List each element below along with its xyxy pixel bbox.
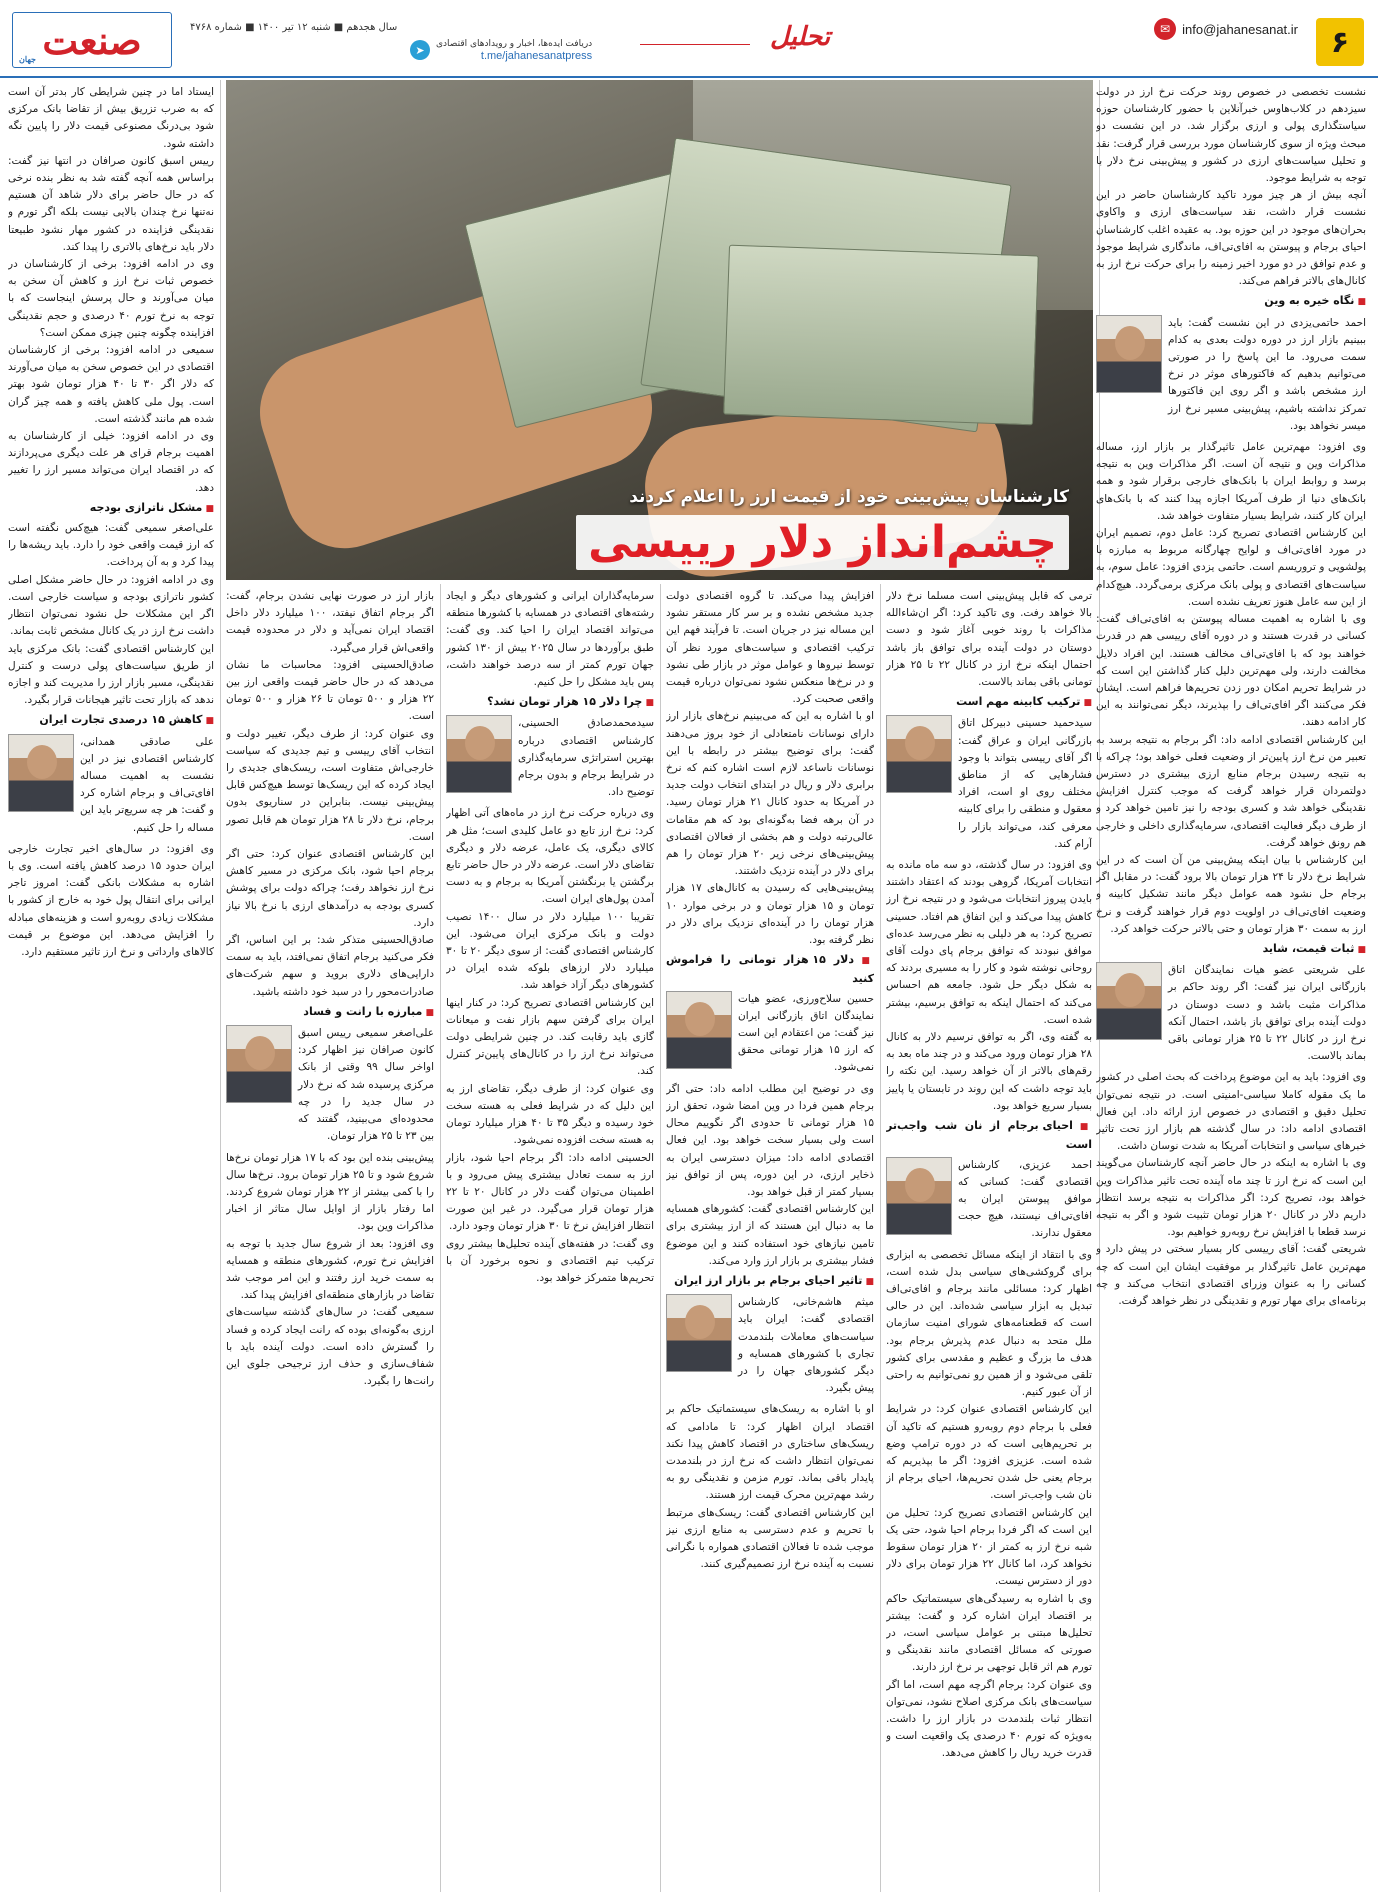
paragraph: افزایش پیدا می‌کند. تا گروه اقتصادی دولت جدید مشخص نشده و بر سر کار مستقر نشود این مساله نیز در جریان است. تا فرآیند فهم این ترکیب اقتصادی و سیاست‌های مورد نظر آن توسط نیروها و عوامل موثر در بازار طی نشود و در نرخ‌ها منعکس نشود نمی‌توان درباره قیمت واقعی صحبت کرد. [666, 590, 874, 706]
paragraph: صادق‌الحسینی افزود: محاسبات ما نشان می‌دهد که در حال حاضر قیمت واقعی ارز بین ۲۲ هزار و ۵۰۰ تومان تا ۲۶ هزار و ۵۰۰ تومان است. [226, 658, 434, 723]
paragraph: این کارشناس اقتصادی تصریح کرد: در کنار اینها ایران برای گرفتن سهم بازار نفت و میعانات گازی باید رقابت کند. در چنین شرایطی دولت می‌تواند نرخ ارز را در کانال‌های پایین‌تر کنترل کند. [446, 996, 654, 1078]
quote-block [886, 1157, 1092, 1243]
column-divider [220, 80, 221, 1892]
headline-title: چشم‌انداز دلار رییسی [576, 515, 1069, 570]
paragraph: وی عنوان کرد: از طرف دیگر، تقاضای ارز به این دلیل که در شرایط فعلی به هسته سخت خود رسیده و دیگر ۳۵ تا ۴۰ هزار میلیارد تومان به هسته سخت افزوده نمی‌شود. [446, 1082, 654, 1147]
paragraph: این کارشناس اقتصادی تصریح کرد: تحلیل من این است که اگر فردا برجام احیا شود، حتی یک شبه نرخ ارز به کمتر از ۲۰ هزار تومان سقوط نخواهد کرد، اما کانال ۲۲ هزار تومان برای دلار دور از دسترس نیست. [886, 1506, 1092, 1588]
subheading: ■ ثبات قیمت، شاید [1096, 940, 1366, 959]
paragraph: سمیعی در ادامه افزود: برخی از کارشناسان اقتصادی در این خصوص سخن به میان می‌آورند که دلار اگر ۳۰ تا ۴۰ هزار تومان شود بهتر است. پول ملی کاهش یافته و همه چیز گران شده هم مانند گذشته است. [8, 344, 214, 425]
email-text[interactable]: info@jahanesanat.ir [1182, 21, 1298, 37]
paragraph: شریعتی گفت: آقای رییسی کار بسیار سختی در پیش دارد و مهم‌ترین عامل تاثیرگذار بر موفقیت ایشان این است که چه کسانی را به عنوان وزرای اقتصادی انتخاب می‌کند و چه برنامه‌ای برای مهار تورم و نقدینگی در نظر خواهد گرفت. [1096, 1243, 1366, 1308]
quote-text: سیدحمید حسینی دبیرکل اتاق بازرگانی ایران و عراق گفت: اگر آقای رییسی بتواند با وجود فشارهایی که از مناطق مختلف روی او است، افراد معقول و منطقی را برای کابینه معرفی کند، می‌تواند بازار را آرام کند. [958, 717, 1092, 850]
paragraph: وی افزود: در سال گذشته، دو سه ماه مانده به انتخابات آمریکا، گروهی بودند که اعتقاد داشتند بایدن پیروز انتخابات می‌شود و در نتیجه نرخ ارز کاهش پیدا می‌کند و این اتفاق هم افتاد. حسینی تصریح کرد: به هر دلیلی به نظر می‌رسد عده‌ای موافق نبودند که توافق برجام پای دولت آقای روحانی نوشته شود و کار را به مسیری بردند که به شکل دیگر حل شود. جامعه هم احساس می‌کند که احتمال اینکه به توافق برسیم، بیشتر شده است. [886, 859, 1092, 1026]
paragraph: این کارشناس اقتصادی عنوان کرد: حتی اگر برجام احیا شود، بانک مرکزی در مسیر کاهش نرخ ارز نخواهد رفت؛ چراکه دولت برای پوشش کسری بودجه به درآمدهای ارزی با نرخ بالا نیاز دارد. [226, 848, 434, 929]
logo-subtext: جهان [19, 54, 36, 64]
avatar [1096, 315, 1162, 393]
paragraph: سمیعی گفت: در سال‌های گذشته سیاست‌های ارزی به‌گونه‌ای بوده که رانت ایجاد کرده و فساد را گسترش داده است. دولت آینده باید با شفاف‌سازی و حذف ارز ترجیحی جلوی این رانت‌ها را بگیرد. [226, 1306, 434, 1388]
paragraph: وی با اشاره به اینکه در حال حاضر آنچه کارشناسان می‌گویند این است که نرخ ارز تا چند ماه آینده تحت تاثیر مذاکرات وین خواهد بود، تصریح کرد: اگر مذاکرات به نتیجه برسد انتظار داریم دلار در کانال ۲۰ هزار تومان تثبیت شود و اگر به نتیجه نرسد قطعا با افزایش نرخ روبه‌رو خواهیم بود. [1096, 1157, 1366, 1239]
subheading: ■ تاثیر احیای برجام بر بازار ارز ایران [666, 1272, 874, 1291]
avatar [886, 1157, 952, 1235]
subheading: ■ ترکیب کابینه مهم است [886, 693, 1092, 712]
paragraph: او با اشاره به ریسک‌های سیستماتیک حاکم بر اقتصاد ایران اظهار کرد: تا مادامی که ریسک‌های ساختاری در اقتصاد کاهش پیدا نکند نمی‌توان انتظار داشت که نرخ ارز در بلندمدت پایدار باقی بماند. تورم مزمن و نقدینگی رو به رشد مهم‌ترین محرک قیمت ارز هستند. [666, 1403, 874, 1502]
subheading: ■ چرا دلار ۱۵ هزار تومان نشد؟ [446, 693, 654, 712]
article-column-center-left [446, 588, 654, 1892]
paragraph: علی‌اصغر سمیعی گفت: هیچ‌کس نگفته است که ارز قیمت واقعی خود را دارد. باید ریشه‌ها را پیدا کرد و به آن پرداخت. [8, 522, 214, 569]
quote-block [8, 734, 214, 837]
subheading: ■ دلار ۱۵ هزار تومانی را فراموش کنید [666, 951, 874, 987]
paragraph: وی با اشاره به اهمیت مساله پیوستن به افای‌تی‌اف گفت: کسانی در قدرت هستند و در دوره آقای رییسی هم در قدرت خواهند بود که با افای‌تی‌اف مخالف هستند. این افراد دلایل مخالفت دارند، ولی مهم‌ترین دلیل کنار گذاشتن این است که در شرایط تحریم امکان دور زدن تحریم‌ها فراهم است. ایشان فکر می‌کنند اگر افای‌تی‌اف را بپذیرند، دیگر نمی‌توانند به این کار ادامه دهند. [1096, 613, 1366, 729]
paragraph: ترمی که قابل پیش‌بینی است مسلما نرخ دلار بالا خواهد رفت. وی تاکید کرد: اگر ان‌شاءالله مذاکرات با روند خوبی آغاز شود و دست دوستان در دولت آینده برای توافق باز باشد احتمال اینکه نرخ ارز در کانال ۲۲ تا ۲۵ هزار تومانی باقی بماند بالاست. [886, 590, 1092, 689]
headline-box [576, 487, 1069, 570]
subheading: ■ احیای برجام از نان شب واجب‌تر است [886, 1117, 1092, 1153]
subheading: ■ کاهش ۱۵ درصدی تجارت ایران [8, 711, 214, 730]
section-title: تحلیل [770, 22, 831, 52]
quote-text: علی صادقی همدانی، کارشناس اقتصادی نیز در این نشست به اهمیت مساله افای‌تی‌اف و برجام اشاره کرد و گفت: هر چه سریع‌تر باید این مساله را حل کنیم. [80, 735, 214, 834]
paragraph: وی درباره حرکت نرخ ارز در ماه‌های آتی اظهار کرد: نرخ ارز تابع دو عامل کلیدی است؛ مثل هر کالای دیگری، یک عامل، عرضه دلار و دیگری تقاضای دلار است. عرضه دلار در حال حاضر تابع برگشتن یا برنگشتن آمریکا به برجام و به دست آمدن پول‌های ایران است. [446, 807, 654, 906]
paragraph: به گفته وی، اگر به توافق نرسیم دلار به کانال ۲۸ هزار تومان ورود می‌کند و در چند ماه بعد به رقم‌های بالاتر از آن خواهد رسید. این نکته را باید توجه داشت که این روند در تابستان یا پاییز بسیار سریع خواهد بود. [886, 1031, 1092, 1112]
quote-block [666, 991, 874, 1077]
mail-icon: ✉ [1154, 18, 1176, 40]
paragraph: وی در ادامه افزود: برخی از کارشناسان در خصوص ثبات نرخ ارز و کاهش آن سخن به میان می‌آورند و حال پرسش اینجاست که با توجه به نرخ تورم ۴۰ درصدی و حجم نقدینگی افزاینده چگونه چنین چیزی ممکن است؟ [8, 258, 214, 339]
section-rule [640, 44, 750, 45]
avatar [226, 1025, 292, 1103]
paragraph: صادق‌الحسینی متذکر شد: بر این اساس، اگر فکر می‌کنید برجام اتفاق نمی‌افتد، باید به سمت دارایی‌های دلاری بروید و سهم شرکت‌های صادرات‌محور را در سبد خود داشته باشید. [226, 934, 434, 998]
paragraph: وی با اشاره به رسیدگی‌های سیستماتیک حاکم بر اقتصاد ایران اشاره کرد و گفت: بیشتر تحلیل‌ها مبتنی بر عوامل سیاسی است، در صورتی که مسائل اقتصادی مانند نقدینگی و تورم هم اثر قابل توجهی بر نرخ ارز دارند. [886, 1592, 1092, 1674]
paragraph: وی افزود: در سال‌های اخیر تجارت خارجی ایران حدود ۱۵ درصد کاهش یافته است. وی با اشاره به مشکلات بانکی گفت: امروز تاجر ایرانی برای انتقال پول خود به خارج از کشور با مشکلات زیادی روبه‌رو است و هزینه‌های مبادله را افزایش می‌دهد. این موضوع بر قیمت کالاهای وارداتی و نرخ ارز تاثیر مستقیم دارد. [8, 842, 214, 958]
paragraph: وی افزود: باید به این موضوع پرداخت که بحث اصلی در کشور ما یک مقوله کاملا سیاسی-امنیتی است. در نتیجه نمی‌توان تحلیل دقیق و اقتصادی در خصوص ارز ارائه داد. این فعال اقتصادی ادامه داد: در سال گذشته هم بازار ارز تحت تاثیر خبرهای سیاسی و انتخابات آمریکا به شدت نوسان داشت. [1096, 1071, 1366, 1153]
quote-text: علی شریعتی عضو هیات نمایندگان اتاق بازرگانی ایران نیز گفت: اگر روند حاکم بر مذاکرات مثبت باشد و دست دوستان در دولت آینده برای توافق باز باشد، احتمال آنکه نرخ ارز در کانال ۲۲ تا ۲۵ هزار تومانی باقی بماند بالاست. [1168, 964, 1366, 1063]
page-header [0, 0, 1378, 78]
quote-block [1096, 315, 1366, 435]
quote-text: احمد عزیزی، کارشناس اقتصادی گفت: کسانی که موافق پیوستن ایران به افای‌تی‌اف نیستند، هیچ حجت معقول ندارند. [958, 1158, 1092, 1240]
paragraph: تقریبا ۱۰۰ میلیارد دلار در سال ۱۴۰۰ نصیب دولت و بانک مرکزی ایران می‌شود. این کارشناس اقتصادی گفت: از سوی دیگر ۲۰ تا ۳۰ میلیارد دلار ارزهای بلوکه شده ایران در کشورهای دیگر آزاد خواهد شد. [446, 910, 654, 992]
column-divider [880, 584, 881, 1892]
lead-photo-money-hands [226, 80, 1093, 580]
telegram-box [436, 38, 592, 62]
avatar [886, 715, 952, 793]
paragraph: پیش‌بینی‌هایی که رسیدن به کانال‌های ۱۷ هزار تومان و ۱۵ هزار تومان و در برخی موارد ۱۰ هزار تومان را در آینده‌ای نزدیک برای دلار در نظر گرفته بود. [666, 882, 874, 947]
paragraph: این کارشناس اقتصادی تصریح کرد: عامل دوم، تصمیم ایران در مورد افای‌تی‌اف و لوایح چهارگانه مربوط به مبارزه با پولشویی و تروریسم است. حاتمی یزدی افزود: عامل سوم، به سیاست‌های اقتصادی و پولی بانک مرکزی برمی‌گردد. هیچ‌کدام از این سه عامل هنوز تعریف نشده است. [1096, 527, 1366, 608]
paragraph: وی با انتقاد از اینکه مسائل تخصصی به ابزاری برای گروکشی‌های سیاسی بدل شده است، اظهار کرد: مسائلی مانند برجام و افای‌تی‌اف تبدیل به ابزار سیاسی شده‌اند. این در حالی است که قطعنامه‌های شورای امنیت سازمان ملل متحد به دنبال عدم پذیرش برجام بود. هدف ما بزرگ و عظیم و مقدسی برای کشور تلقی می‌شود و از همین رو نمی‌توانیم به راحتی از آن عبور کنیم. [886, 1248, 1092, 1399]
column-divider [440, 584, 441, 1892]
quote-text: سیدمحمدصادق الحسینی، کارشناس اقتصادی درباره بهترین استراتژی سرمایه‌گذاری در شرایط برجام و بدون برجام توضیح داد. [518, 717, 654, 799]
paragraph: وی در ادامه افزود: در حال حاضر مشکل اصلی کشور ناترازی بودجه و سیاست خارجی است. اگر این مشکلات حل نشود نمی‌توان انتظار داشت نرخ ارز در یک کانال مشخص ثابت بماند. [8, 573, 214, 638]
issue-info: سال هجدهم ■ شنبه ۱۲ تیر ۱۴۰۰ ■ شماره ۴۷۶۸ [190, 22, 398, 33]
telegram-link[interactable]: t.me/jahanesanatpress [480, 50, 593, 62]
paragraph: بازار ارز در صورت نهایی نشدن برجام، گفت: اگر برجام اتفاق نیفتد، ۱۰۰ میلیارد دلار داخل اقتصاد ایران نمی‌آید و دلار در محدوده قیمت واقعی‌اش قرار می‌گیرد. [226, 590, 434, 654]
paragraph: وی عنوان کرد: برجام اگرچه مهم است، اما اگر سیاست‌های بانک مرکزی اصلاح نشود، نمی‌توان انتظار ثبات بلندمدت در بازار ارز را داشت. به‌ویژه که تورم ۴۰ درصدی یک واقعیت است و قدرت خرید ریال را کاهش می‌دهد. [886, 1678, 1092, 1760]
quote-text: میثم هاشم‌خانی، کارشناس اقتصادی گفت: ایران باید سیاست‌های معاملات بلندمدت تجاری با کشورهای همسایه و دیگر کشورهای جهان را در پیش بگیرد. [738, 1296, 874, 1395]
quote-block [226, 1025, 434, 1145]
subheading: ■ نگاه خیره به وین [1096, 292, 1366, 311]
paragraph: این کارشناس اقتصادی عنوان کرد: در شرایط فعلی با برجام دوم روبه‌رو هستیم که تاکید آن بر تحریم‌هایی است که در دوره ترامپ وضع شده است. عزیزی افزود: اگر ما بپذیریم که برجام یعنی حل شدن تحریم‌ها، احیای برجام از نان شب واجب‌تر است. [886, 1403, 1092, 1502]
paragraph: وی گفت: در هفته‌های آینده تحلیل‌ها بیشتر روی ترکیب تیم اقتصادی و نحوه برخورد آن با تحریم‌ها متمرکز خواهد بود. [446, 1237, 654, 1284]
avatar [8, 734, 74, 812]
site-email[interactable] [1154, 18, 1298, 40]
paragraph: این کارشناس اقتصادی گفت: بانک مرکزی باید از طریق سیاست‌های پولی درست و کنترل نقدینگی، مسیر بازار ارز را مدیریت کند و اجازه ندهد که بازار تحت تاثیر هیجانات قرار بگیرد. [8, 642, 214, 707]
article-column-left-outer [8, 84, 214, 1892]
paragraph: وی افزود: بعد از شروع سال جدید با توجه به افزایش نرخ تورم، کشورهای منطقه و همسایه به سمت خرید ارز رفتند و این امر موجب شد تقاضا در بازارهای منطقه‌ای افزایش پیدا کند. [226, 1237, 434, 1302]
logo-text: صنعت [42, 17, 142, 63]
avatar [446, 715, 512, 793]
quote-text: علی‌اصغر سمیعی رییس اسبق کانون صرافان نیز اظهار کرد: اواخر سال ۹۹ وقتی از بانک مرکزی پرسیده شد که نرخ دلار در سال جدید را در چه محدوده‌ای می‌بینید، گفتند که بین ۲۳ تا ۲۵ هزار تومان. [298, 1027, 434, 1143]
quote-block [446, 715, 654, 801]
article-column-center-mid [666, 588, 874, 1892]
telegram-caption: دریافت ایده‌ها، اخبار و رویدادهای اقتصادی [436, 39, 593, 49]
paragraph: رییس اسبق کانون صرافان در انتها نیز گفت: براساس همه آنچه گفته شد به نظر بنده نرخی که در حال حاضر برای دلار شاهد آن هستیم نه‌تنها نرخ چندان بالایی نیست بلکه اگر تورم و نقدینگی فزاینده در کشور مهار نشود طبیعتا دلار باید نرخ‌های بالاتری را پیدا کند. [8, 154, 214, 253]
headline-subtitle: کارشناسان پیش‌بینی خود از قیمت ارز را اعلام کردند [629, 487, 1069, 507]
paragraph: الحسینی ادامه داد: اگر برجام احیا شود، بازار ارز به سمت تعادل بیشتری پیش می‌رود و با اطمینان می‌توان گفت دلار در کانال ۲۰ تا ۲۲ هزار تومان قرار می‌گیرد. در غیر این صورت انتظار افزایش نرخ تا ۳۰ هزار تومان وجود دارد. [446, 1151, 654, 1233]
paragraph: این کارشناس اقتصادی گفت: ریسک‌های مرتبط با تحریم و عدم دسترسی به منابع ارزی نیز موجب شده تا فعالان اقتصادی همواره با نگرانی نسبت به آینده نرخ ارز تصمیم‌گیری کنند. [666, 1506, 874, 1571]
paragraph: او با اشاره به این که می‌بینیم نرخ‌های بازار ارز دارای نوسانات نامتعادلی از خود بروز می‌دهند گفت: برای توضیح بیشتر در رابطه با این نوسانات ناساعد لازم است اشاره کنم که نرخ برابری دلار و ریال در ابتدای انتخاب دولت جدید در آمریکا به حدود کانال ۲۱ هزار تومان رسید. در آن برهه فضا به‌گونه‌ای بود که هم مقامات عالی‌رتبه دولت و هم بخشی از فعالان اقتصادی پیش‌بینی‌های نرخی زیر ۲۰ هزار تومان را هم برای دلار در آینده نزدیک داشتند. [666, 710, 874, 878]
newspaper-logo [12, 12, 172, 68]
paragraph: این کارشناس اقتصادی ادامه داد: اگر برجام به نتیجه برسد به تعبیر من نرخ ارز پایین‌تر از وضعیت فعلی خواهد بود؛ چراکه با به نتیجه رسیدن برجام منابع ارزی بیشتری در دسترس دولتمردان قرار خواهد گرفت که موجب کنترل افزایش نقدینگی خواهد شد و کسری بودجه را نیز تامین خواهد کرد و از طرف دیگر فعالیت اقتصادی، سرمایه‌گذاری داخلی و خارجی هم رونق خواهد گرفت. [1096, 733, 1366, 849]
paragraph: نشست تخصصی در خصوص روند حرکت نرخ ارز در دولت سیزدهم در کلاب‌هاوس خبرآنلاین با حضور کارشناسان حوزه سیاستگذاری پولی و ارزی برگزار شد. در این نشست دو مبحث ویژه از سوی کارشناسان مورد بررسی قرار گرفت: نقد و تحلیل سیاست‌های ارزی در کشور و پیش‌بینی نرخ دلار با توجه به شرایط موجود. [1096, 86, 1366, 185]
column-divider [660, 584, 661, 1892]
paragraph: وی عنوان کرد: از طرف دیگر، تغییر دولت و انتخاب آقای رییسی و تیم جدیدی که سیاست خارجی‌اش متفاوت است، ریسک‌های جدیدی را ایجاد کرده که این ریسک‌ها توسط هیچ‌کس قابل پیش‌بینی نیست. بنابراین در سناریوی بدون برجام، نرخ دلار تا ۲۸ هزار تومان هم قابل تصور است. [226, 727, 434, 843]
avatar [666, 1294, 732, 1372]
quote-block [886, 715, 1092, 853]
subheading: ■ مبارزه با رانت و فساد [226, 1003, 434, 1022]
page-number: ۶ [1316, 18, 1364, 66]
quote-block [1096, 962, 1366, 1065]
article-column-center-right [886, 588, 1092, 1892]
telegram-channel[interactable] [410, 38, 592, 62]
paragraph: این کارشناس با بیان اینکه پیش‌بینی من آن است که در این شرایط نرخ دلار تا ۲۴ هزار تومان بالا برود گفت: در مقابل اگر برجام حل نشود همه عوامل دیگر مانند تشکیل کابینه و وضعیت افای‌تی‌اف در اولویت دوم قرار خواهند گرفت و نرخ ارز به سمت ۳۰ هزار تومان و حتی بالاتر حرکت خواهد کرد. [1096, 853, 1366, 935]
subheading: ■ مشکل ناترازی بودجه [8, 499, 214, 518]
paragraph: ایستاد اما در چنین شرایطی کار بدتر آن است که به ضرب تزریق بیش از تقاضا بانک مرکزی شود بی‌درنگ مصنوعی قیمت دلار را پایین نگه داشته شود. [8, 86, 214, 150]
avatar [666, 991, 732, 1069]
article-column-left-inner [226, 588, 434, 1892]
paragraph: این کارشناس اقتصادی گفت: کشورهای همسایه ما به دنبال این هستند که از ارز بیشتری برای تامین نیازهای خود استفاده کنند و این موضوع فشار بیشتری بر بازار ارز وارد می‌کند. [666, 1203, 874, 1267]
paragraph: سرمایه‌گذاران ایرانی و کشورهای دیگر و ایجاد رشته‌های اقتصادی در همسایه با کشورها منطقه می‌تواند اقتصاد ایران را احیا کند. وی گفت: طبق برآوردها در سال ۲۰۲۵ بیش از ۱۳۰ کشور جهان تورم کمتر از سه درصد خواهند داشت، پس باید مشکل را حل کنیم. [446, 590, 654, 689]
paragraph: وی در ادامه افزود: خیلی از کارشناسان به اهمیت برجام قرای هر علت دیگری می‌پردازند که در اقتصاد ایران می‌تواند مسیر ارز را تغییر دهد. [8, 430, 214, 494]
quote-block [666, 1294, 874, 1397]
paragraph: وی افزود: مهم‌ترین عامل تاثیرگذار بر بازار ارز، مساله مذاکرات وین و نتیجه آن است. اگر مذاکرات وین به نتیجه برسد و روابط ایران با بانک‌های خارجی برقرار شود و همه بانک‌های دنیا از طرف آمریکا اجازه پیدا کنند که با بانک‌های ایران کار کنند، شرایط بسیار متفاوت خواهد شد. [1096, 441, 1366, 522]
photo-bill-stack-3 [723, 245, 1039, 426]
telegram-icon: ➤ [410, 40, 430, 60]
article-column-right [1096, 84, 1366, 1892]
quote-text: حسین سلاح‌ورزی، عضو هیات نمایندگان اتاق بازرگانی ایران نیز گفت: من اعتقادم این است که ارز ۱۵ هزار تومانی محقق نمی‌شود. [738, 992, 874, 1074]
quote-text: احمد حاتمی‌یزدی در این نشست گفت: باید ببینیم بازار ارز در دوره دولت بعدی به کدام سمت می‌رود. ما این پاسخ را در صورتی می‌توانیم بدهیم که فاکتورهای موثر در نرخ ارز مشخص باشد و اگر روی این فاکتورها تمرکز نداشته باشیم، پیش‌بینی مسیر نرخ ارز میسر نخواهد بود. [1168, 316, 1366, 432]
paragraph: پیش‌بینی بنده این بود که با ۱۷ هزار تومان نرخ‌ها شروع شود و تا ۲۵ هزار تومان برود. نرخ‌ها سال را با کمی بیشتر از ۲۲ هزار تومان شروع کردند. اما رفتار بازار از اوایل سال متاثر از اخبار مذاکرات وین بود. [226, 1151, 434, 1233]
paragraph: وی در توضیح این مطلب ادامه داد: حتی اگر برجام همین فردا در وین امضا شود، تحقق ارز ۱۵ هزار تومانی تا حدودی اگر نگوییم محال است ولی بسیار سخت خواهد بود. این فعال اقتصادی ادامه داد: میزان دسترسی ایران به ذخایر ارزی، در این دوره، پس از توافق نیز بسیار کمتر از قبل خواهد بود. [666, 1082, 874, 1198]
paragraph: آنچه بیش از هر چیز مورد تاکید کارشناسان حاضر در این نشست قرار داشت، نقد سیاست‌های ارزی و واکاوی بحران‌های موجود در این حوزه بود. به عقیده اغلب کارشناسان احیای برجام و پیوستن به افای‌تی‌اف، ماندگاری شرایط موجود و عدم توافق در دو مورد اخیر زمینه را برای حرکت نرخ ارز به کانال‌های بالاتر فراهم می‌کند. [1096, 189, 1366, 288]
avatar [1096, 962, 1162, 1040]
